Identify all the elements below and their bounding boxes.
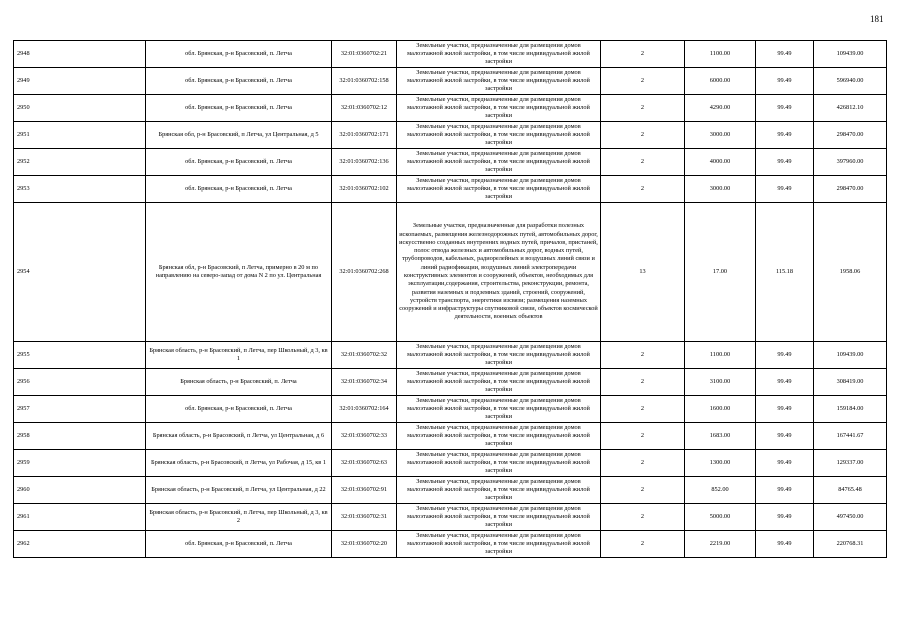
cell-cadastral-value: 596940.00: [814, 68, 887, 95]
cell-address: Брянская обл, р-н Брасовский, п Летча, ул Центральная, д 5: [146, 122, 332, 149]
cell-number: 2949: [14, 68, 146, 95]
cell-number: 2951: [14, 122, 146, 149]
cell-specific-value: 99.49: [756, 477, 814, 504]
cell-address: обл. Брянская, р-н Брасовский, п. Летча: [146, 531, 332, 558]
table-row: [14, 149, 887, 176]
cell-group: 2: [601, 369, 685, 396]
cell-group: 2: [601, 149, 685, 176]
cell-cadastral-value: 109439.00: [814, 342, 887, 369]
cell-specific-value: 99.49: [756, 450, 814, 477]
cell-cadastral-value: 220768.31: [814, 531, 887, 558]
cell-number: 2958: [14, 423, 146, 450]
cell-number: 2960: [14, 477, 146, 504]
cell-group: 2: [601, 504, 685, 531]
cell-address: Брянская область, р-н Брасовский, п Летча, ул Центральная, д 22: [146, 477, 332, 504]
cell-cadastral-value: 298470.00: [814, 122, 887, 149]
cell-number: 2956: [14, 369, 146, 396]
cell-group: 2: [601, 95, 685, 122]
cell-area: 4000.00: [685, 149, 756, 176]
cell-specific-value: 99.49: [756, 41, 814, 68]
cell-area: 3000.00: [685, 122, 756, 149]
table-row: [14, 342, 887, 369]
cell-area: 1600.00: [685, 396, 756, 423]
cell-specific-value: 99.49: [756, 95, 814, 122]
cell-specific-value: 99.49: [756, 531, 814, 558]
table-row: [14, 203, 887, 342]
cell-land-purpose: Земельные участки, предназначенные для размещения домов малоэтажной жилой застройки, в том числе индивидуальной жилой застройки: [397, 41, 601, 68]
cell-cadastral-value: 397960.00: [814, 149, 887, 176]
cell-address: Брянская область, р-н Брасовский, п Летча, пер Школьный, д 3, кв 2: [146, 504, 332, 531]
cell-area: 1100.00: [685, 342, 756, 369]
table-row: [14, 477, 887, 504]
cell-area: 1300.00: [685, 450, 756, 477]
cell-address: обл. Брянская, р-н Брасовский, п. Летча: [146, 149, 332, 176]
page-number: 181: [870, 14, 884, 24]
cell-group: 2: [601, 122, 685, 149]
cell-address: обл. Брянская, р-н Брасовский, п. Летча: [146, 41, 332, 68]
cell-number: 2950: [14, 95, 146, 122]
cell-land-purpose: Земельные участки, предназначенные для размещения домов малоэтажной жилой застройки, в том числе индивидуальной жилой застройки: [397, 176, 601, 203]
cell-area: 3000.00: [685, 176, 756, 203]
cell-number: 2962: [14, 531, 146, 558]
table-row: [14, 450, 887, 477]
cell-land-purpose: Земельные участки, предназначенные для размещения домов малоэтажной жилой застройки, в том числе индивидуальной жилой застройки: [397, 68, 601, 95]
cell-address: Брянская область, р-н Брасовский, п Летча, ул Рабочая, д 15, кв 1: [146, 450, 332, 477]
cell-cadastral-number: 32:01:0360702:102: [332, 176, 397, 203]
cell-cadastral-value: 1958.06: [814, 203, 887, 342]
cell-group: 2: [601, 41, 685, 68]
cell-number: 2954: [14, 203, 146, 342]
cell-cadastral-value: 159184.00: [814, 396, 887, 423]
cell-area: 6000.00: [685, 68, 756, 95]
cell-cadastral-value: 129337.00: [814, 450, 887, 477]
table-row: [14, 176, 887, 203]
cell-cadastral-number: 32:01:0360702:21: [332, 41, 397, 68]
table-body: [14, 41, 887, 558]
cell-cadastral-number: 32:01:0360702:12: [332, 95, 397, 122]
cell-land-purpose: Земельные участки, предназначенные для размещения домов малоэтажной жилой застройки, в том числе индивидуальной жилой застройки: [397, 122, 601, 149]
table-row: [14, 41, 887, 68]
cell-specific-value: 115.18: [756, 203, 814, 342]
table-row: [14, 423, 887, 450]
cell-number: 2953: [14, 176, 146, 203]
cell-cadastral-value: 167441.67: [814, 423, 887, 450]
table-row: [14, 396, 887, 423]
cell-group: 2: [601, 342, 685, 369]
cell-specific-value: 99.49: [756, 176, 814, 203]
cell-cadastral-value: 497450.00: [814, 504, 887, 531]
cell-cadastral-number: 32:01:0360702:32: [332, 342, 397, 369]
cell-area: 17.00: [685, 203, 756, 342]
cell-specific-value: 99.49: [756, 504, 814, 531]
cell-cadastral-value: 109439.00: [814, 41, 887, 68]
cell-cadastral-number: 32:01:0360702:268: [332, 203, 397, 342]
cell-address: обл. Брянская, р-н Брасовский, п. Летча: [146, 176, 332, 203]
cell-cadastral-number: 32:01:0360702:20: [332, 531, 397, 558]
cell-area: 2219.00: [685, 531, 756, 558]
cell-address: Брянская обл, р-н Брасовский, п Летча, примерно в 20 м по направлению на северо-запад от дома N 2 по ул. Центральная: [146, 203, 332, 342]
cell-group: 2: [601, 423, 685, 450]
cell-cadastral-value: 426812.10: [814, 95, 887, 122]
cell-number: 2959: [14, 450, 146, 477]
cell-cadastral-number: 32:01:0360702:34: [332, 369, 397, 396]
cell-group: 13: [601, 203, 685, 342]
cell-specific-value: 99.49: [756, 342, 814, 369]
cell-land-purpose: Земельные участки, предназначенные для размещения домов малоэтажной жилой застройки, в том числе индивидуальной жилой застройки: [397, 342, 601, 369]
cell-area: 1100.00: [685, 41, 756, 68]
cell-land-purpose: Земельные участки, предназначенные для размещения домов малоэтажной жилой застройки, в том числе индивидуальной жилой застройки: [397, 477, 601, 504]
cell-cadastral-number: 32:01:0360702:136: [332, 149, 397, 176]
cell-cadastral-number: 32:01:0360702:164: [332, 396, 397, 423]
cell-area: 4290.00: [685, 95, 756, 122]
cell-address: Брянская область, р-н Брасовский, п Летча, ул Центральная, д 6: [146, 423, 332, 450]
table-row: [14, 95, 887, 122]
cell-land-purpose: Земельные участки, предназначенные для размещения домов малоэтажной жилой застройки, в том числе индивидуальной жилой застройки: [397, 423, 601, 450]
cell-land-purpose: Земельные участки, предназначенные для разработки полезных ископаемых, размещения железнодорожных путей, автомобильных дорог, искусственно созданных внутренних водных путей, причалов, пристаней, полос отвода железных и автомобильных дорог, водных путей, трубопроводов, кабельных, радиорелейных и воздушных линий связи и линий радиофикации, воздушных линий электропередачи конструктивных элементов и сооружений, объектов, необходимых для эксплуатации,содержания, строительства, реконструкции, ремонта, развития наземных и подземных зданий, строений, сооружений, устройств транспорта, энергетики изсвязи; размещения наземных сооружений и инфраструктуры спутниковой связи, объектов космической деятельности, военных объектов: [397, 203, 601, 342]
cell-specific-value: 99.49: [756, 396, 814, 423]
cadastral-value-table: [13, 40, 887, 558]
cell-cadastral-number: 32:01:0360702:158: [332, 68, 397, 95]
table-row: [14, 369, 887, 396]
cell-land-purpose: Земельные участки, предназначенные для размещения домов малоэтажной жилой застройки, в том числе индивидуальной жилой застройки: [397, 369, 601, 396]
cell-number: 2948: [14, 41, 146, 68]
cell-cadastral-number: 32:01:0360702:91: [332, 477, 397, 504]
cell-specific-value: 99.49: [756, 149, 814, 176]
cell-specific-value: 99.49: [756, 423, 814, 450]
cell-cadastral-number: 32:01:0360702:31: [332, 504, 397, 531]
cell-address: обл. Брянская, р-н Брасовский, п. Летча: [146, 396, 332, 423]
cell-cadastral-value: 298470.00: [814, 176, 887, 203]
cell-cadastral-value: 308419.00: [814, 369, 887, 396]
cell-land-purpose: Земельные участки, предназначенные для размещения домов малоэтажной жилой застройки, в том числе индивидуальной жилой застройки: [397, 450, 601, 477]
table-row: [14, 531, 887, 558]
cell-land-purpose: Земельные участки, предназначенные для размещения домов малоэтажной жилой застройки, в том числе индивидуальной жилой застройки: [397, 504, 601, 531]
cell-group: 2: [601, 396, 685, 423]
cell-specific-value: 99.49: [756, 369, 814, 396]
cell-cadastral-number: 32:01:0360702:33: [332, 423, 397, 450]
cell-land-purpose: Земельные участки, предназначенные для размещения домов малоэтажной жилой застройки, в том числе индивидуальной жилой застройки: [397, 531, 601, 558]
cell-address: Брянская область, р-н Брасовский, п Летча, пер Школьный, д 3, кв 1: [146, 342, 332, 369]
cell-land-purpose: Земельные участки, предназначенные для размещения домов малоэтажной жилой застройки, в том числе индивидуальной жилой застройки: [397, 149, 601, 176]
cell-address: Брянская область, р-н Брасовский, п. Летча: [146, 369, 332, 396]
cell-cadastral-number: 32:01:0360702:171: [332, 122, 397, 149]
table-row: [14, 122, 887, 149]
cell-group: 2: [601, 176, 685, 203]
cell-specific-value: 99.49: [756, 68, 814, 95]
cell-area: 3100.00: [685, 369, 756, 396]
cell-land-purpose: Земельные участки, предназначенные для размещения домов малоэтажной жилой застройки, в том числе индивидуальной жилой застройки: [397, 95, 601, 122]
cell-number: 2952: [14, 149, 146, 176]
cell-group: 2: [601, 477, 685, 504]
cell-cadastral-number: 32:01:0360702:63: [332, 450, 397, 477]
cell-number: 2961: [14, 504, 146, 531]
cell-address: обл. Брянская, р-н Брасовский, п. Летча: [146, 95, 332, 122]
cell-land-purpose: Земельные участки, предназначенные для размещения домов малоэтажной жилой застройки, в том числе индивидуальной жилой застройки: [397, 396, 601, 423]
cell-group: 2: [601, 450, 685, 477]
cell-area: 5000.00: [685, 504, 756, 531]
table-row: [14, 504, 887, 531]
cell-number: 2957: [14, 396, 146, 423]
cell-specific-value: 99.49: [756, 122, 814, 149]
table-row: [14, 68, 887, 95]
cell-group: 2: [601, 531, 685, 558]
cell-group: 2: [601, 68, 685, 95]
cell-area: 852.00: [685, 477, 756, 504]
cell-cadastral-value: 84765.48: [814, 477, 887, 504]
cell-address: обл. Брянская, р-н Брасовский, п. Летча: [146, 68, 332, 95]
cell-number: 2955: [14, 342, 146, 369]
cell-area: 1683.00: [685, 423, 756, 450]
